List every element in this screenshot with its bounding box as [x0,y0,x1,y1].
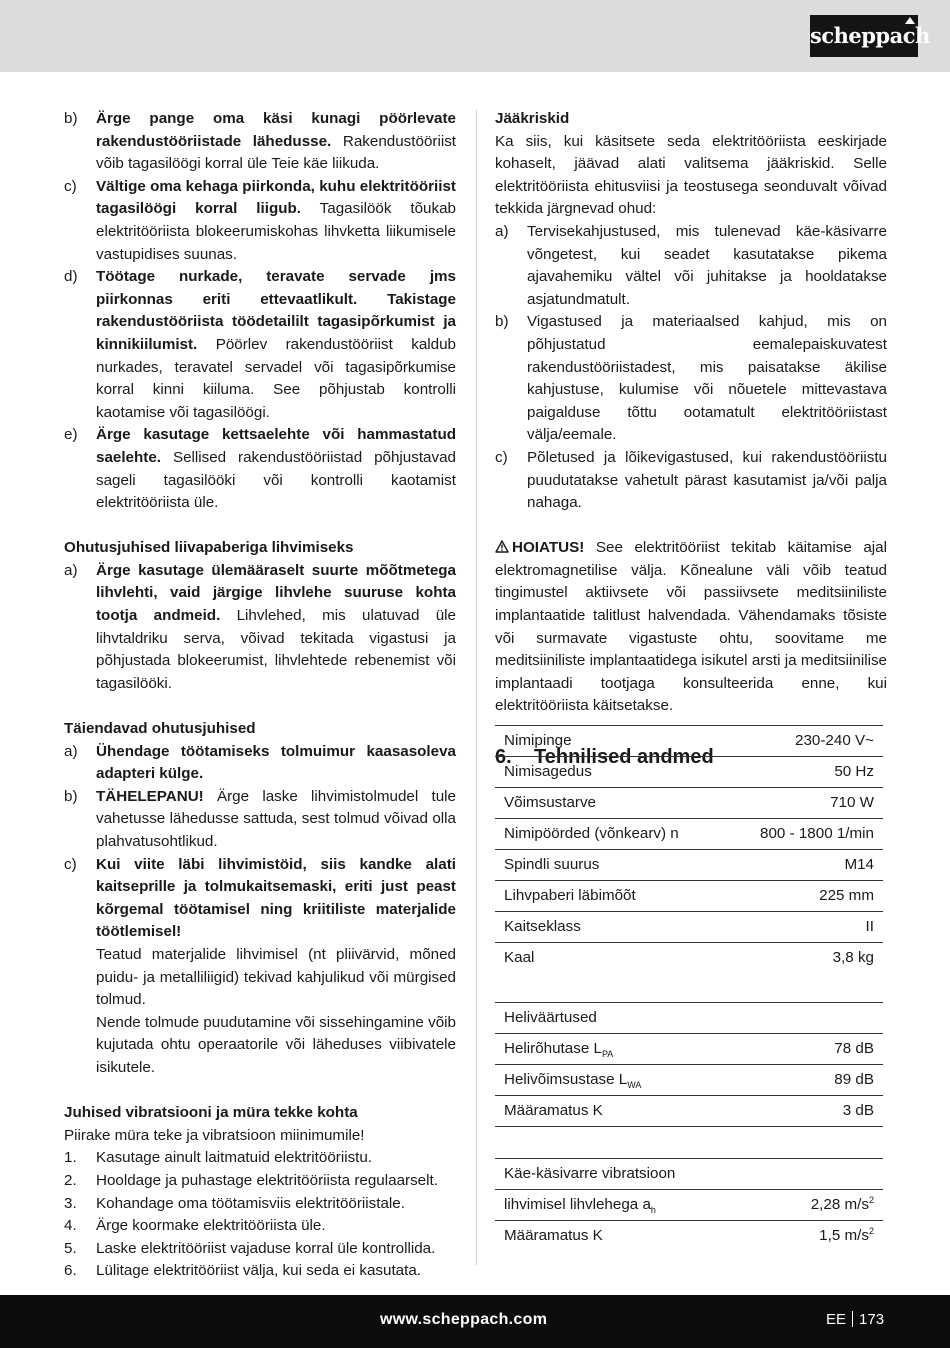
logo-text: scheppach [810,23,930,48]
item-label: 2. [64,1171,77,1189]
spec-name: Nimisagedus [495,757,725,788]
warning-label: HOIATUS! [512,539,585,557]
spec-value: M14 [725,850,883,881]
spec-name [495,1190,757,1221]
item-bold: Ühendage töötamiseks tolmuimur kaasasoleva adapteri külge. [96,742,456,783]
k-superscript: 2 [868,1226,874,1236]
item-text: Hooldage ja puhastage elektritööriista regulaarselt. [96,1171,438,1189]
list-item [495,311,887,447]
item-label: a) [64,742,78,760]
list-item [64,176,456,266]
vibration-title: Käe-käsivarre vibratsioon [495,1159,883,1190]
item-label: d) [64,268,78,286]
lwa-name: Helivõimsustase L [504,1071,628,1088]
k-value: 1,5 m/s [819,1227,869,1244]
item-bold: TÄHELEPANU! [96,787,204,805]
footer-bar [0,1295,950,1348]
item-text: Laske elektritööriist vajaduse korral üle kontrollida. [96,1239,436,1257]
list-item [64,1215,456,1238]
list-item [64,1260,456,1283]
item-text: Lülitage elektritööriist välja, kui seda ei kasutata. [96,1262,422,1280]
spec-name [495,1065,778,1096]
list-item [64,424,456,514]
item-rest: Sellised rakendustööriistad põhjustavad sageli tagasilööki või kontrolli kaotamist elektritööriista üle. [96,448,456,512]
item-text: Põletused ja lõikevigastused, kui rakendustööriistu puudutatakse vahetult pärast kasutamist ja/või palja nahaga. [527,448,887,512]
footer-website-link[interactable]: www.scheppach.com [380,1311,548,1328]
item-text: Tervisekahjustused, mis tulenevad käe-käsivarre võngetest, kui seadet kasutatakse pikema ajavahemiku vältel või juhitakse ja hooldatakse asjatundmatult. [527,222,887,308]
item-text [96,424,456,514]
spec-name: Kaal [504,949,535,966]
list-item [495,447,887,515]
item-label: b) [64,787,78,805]
table-row [495,850,883,881]
item-label: c) [495,448,508,466]
table-row [495,1221,883,1252]
spec-value: 3,8 kg [832,949,874,966]
spec-name: Määramatus K [504,1227,603,1244]
spec-value: 78 dB [778,1034,883,1065]
table-row [495,1159,883,1190]
item-label: 4. [64,1217,77,1235]
ah-subscript: h [650,1205,656,1215]
list-item [64,786,456,854]
list-item [64,266,456,424]
footer-page-number: 173 [859,1311,885,1328]
lpa-subscript: PA [601,1049,614,1059]
spec-value: 50 Hz [725,757,883,788]
spec-value: 225 mm [725,881,883,912]
table-row [495,819,883,850]
list-item [64,854,456,1080]
sanding-heading: Ohutusjuhised liivapaberiga lihvimiseks [64,539,354,557]
item-text: Vigastused ja materiaalsed kahjud, mis on põhjustatud eemalepaiskuvatest rakendustööriistadest, mis paisatakse äkilise kahjustuse, kulumise või nõuetele mittevastava paigalduse tõttu ootamatult elektritööriistast välja/eemale. [527,313,887,444]
spec-value: II [725,912,883,943]
specs-table [495,725,883,973]
ah-value: 2,28 m/s [810,1196,869,1213]
list-item [64,1238,456,1261]
item-text [96,266,456,424]
item-text [96,108,456,176]
table-row [495,912,883,943]
item-text [96,786,456,854]
vibration-noise-heading: Juhised vibratsiooni ja müra tekke kohta [64,1104,358,1122]
table-row [495,726,883,757]
residual-risks-intro: Ka siis, kui käsitsete seda elektritööriista eeskirjade kohaselt, jäävad alati valitsema jääkriskid. Selle elektritööriista ehitusviisi ja teostusega seonduvalt võivad tekkida järgnevad ohud: [495,132,887,218]
spec-value: 230-240 V~ [725,726,883,757]
brand-logo [810,15,930,57]
spec-value [757,1190,883,1221]
ah-superscript: 2 [868,1195,874,1205]
spec-name [495,1034,778,1065]
footer-page-info [826,1310,884,1330]
warning-paragraph [495,537,887,718]
spec-name: Nimipinge [495,726,725,757]
table-row [495,881,883,912]
footer-separator [852,1311,853,1327]
item-bold: Ärge kasutage kettsaelehte või hammastatud saelehte. [96,426,456,466]
section-number: 6. [495,745,512,768]
item-text: Ärge koormake elektritööriista üle. [96,1217,326,1235]
column-divider [476,110,477,1265]
right-column [495,108,887,771]
item-text [96,854,456,1080]
item-paragraph: Nende tolmude puudutamine või sissehingamine võib kujutada ohtu operaatorile või läheduses viibivatele isikutele. [96,1013,456,1076]
item-bold: Vältige oma kehaga piirkonda, kuhu elektritööriist tagasilöögi korral liigub. [96,177,456,218]
item-label: b) [495,313,509,331]
spec-name: Määramatus K [495,1096,778,1127]
item-label: a) [495,222,509,240]
table-row [495,788,883,819]
noise-title: Heliväärtused [495,1003,883,1034]
noise-table [495,1002,883,1127]
item-text [96,176,456,266]
left-column [64,108,456,1283]
footer-language: EE [826,1311,847,1328]
warning-text: See elektritööriist tekitab käitamise ajal elektromagnetilise välja. Kõnealune väli võib teatud tingimustel aktiivsete või passiivsete meditsiiniliste implantaatide talitlust halvendada. Vähendamaks tõsiste või surmavate vigastuste ohtu, soovitame me meditsiiniliste implantaatidega isikutel arsti ja meditsiinilise implantaadi tootjaga konsulteerida enne, kui elektritööriista käitsetakse. [495,539,887,715]
item-label: c) [64,177,77,195]
spec-value: 89 dB [778,1065,883,1096]
item-rest: Tagasilöök tõukab elektritööriista blokeerumiskohas lihvketta liikumisele vastupidises suunas. [96,200,456,263]
section-title-text: Tehnilised andmed [534,745,714,768]
spec-value [757,1221,883,1252]
ah-name: lihvimisel lihvlehega a [504,1196,651,1213]
vibration-table [495,1158,883,1251]
spec-value: 800 - 1800 1/min [725,819,883,850]
table-row [495,1003,883,1034]
spec-name: Võimsustarve [495,788,725,819]
item-bold: Ärge kasutage ülemääraselt suurte mõõtmetega lihvlehti, vaid järgige lihvlehe suuruse kohta tootja andmeid. [96,561,456,625]
table-row [495,1096,883,1127]
residual-risks-heading: Jääkriskid [495,110,570,127]
table-row [495,1065,883,1096]
spec-name: Kaitseklass [495,912,725,943]
item-text: Kohandage oma töötamisviis elektritööriistale. [96,1194,405,1212]
item-label: b) [64,110,78,127]
header-bar [0,0,950,72]
list-item [64,1170,456,1193]
item-label: 1. [64,1149,77,1167]
list-item [64,741,456,786]
item-rest: Ärge laske lihvimistolmudel tule vahetusse lähedusse sattuda, sest tolmud võivad olla plahvatusohtlikud. [96,787,456,850]
item-label: a) [64,561,78,579]
item-label: 5. [64,1239,77,1257]
item-rest: Rakendustööriist võib tagasilöögi korral üle Teie käe liikuda. [96,132,457,173]
item-bold: Töötage nurkade, teravate servade jms piirkonnas eriti ettevaatlikult. Takistage rakendustööriista töödetaililt tagasipõrkumist ja kinnikiilumist. [96,268,456,353]
item-label: e) [64,426,78,444]
item-label: c) [64,855,77,873]
item-rest: Pöörlev rakendustööriist kaldub nurkades, teravatel servadel või tagasipõrkumise korral kinni kiiluma. See põhjustab kontrolli kaotamise või tagasilöögi. [96,335,456,421]
item-text [96,560,456,696]
spec-name: Lihvpaberi läbimõõt [495,881,725,912]
list-item [495,221,887,311]
spec-value: 710 W [725,788,883,819]
item-bold: Kui viite läbi lihvimistöid, siis kandke alati kaitseprille ja tolmukaitsemaski, eriti just peast kõrgemal töötamisel ning kriitiliste materjalide töötlemisel! [96,855,456,941]
item-rest: Lihvlehed, mis ulatuvad üle lihvtaldriku serva, võivad tekitada vigastusi ja põhjustada blokeerumist, lihvlehtede rebenemist või tagasilööki. [96,607,456,692]
warning-triangle-icon [495,540,509,553]
table-row [495,1034,883,1065]
spec-name: Spindli suurus [495,850,725,881]
vibration-intro: Piirake müra teke ja vibratsioon miinimumile! [64,1126,365,1144]
table-row [495,1190,883,1221]
logo-accent [905,17,915,24]
lwa-subscript: WA [627,1080,642,1090]
extra-safety-heading: Täiendavad ohutusjuhised [64,720,256,738]
list-item [64,1147,456,1170]
item-label: 3. [64,1194,77,1212]
lpa-name: Helirõhutase L [504,1040,602,1057]
list-item [64,560,456,696]
spec-value: 3 dB [778,1096,883,1127]
spec-name: Nimipöörded (võnkearv) n [495,819,725,850]
item-label: 6. [64,1262,77,1280]
item-text: Kasutage ainult laitmatuid elektritööriistu. [96,1149,373,1167]
table-row [495,943,883,974]
list-item [64,108,456,176]
item-bold: Ärge pange oma käsi kunagi pöörlevate rakendustööriistade lähedusse. [96,110,456,150]
list-item [64,1193,456,1216]
table-row [495,757,883,788]
item-paragraph: Teatud materjalide lihvimisel (nt pliivärvid, mõned puidu- ja metalliliigid) tekivad kahjulikud või mürgised tolmud. [96,945,456,1009]
